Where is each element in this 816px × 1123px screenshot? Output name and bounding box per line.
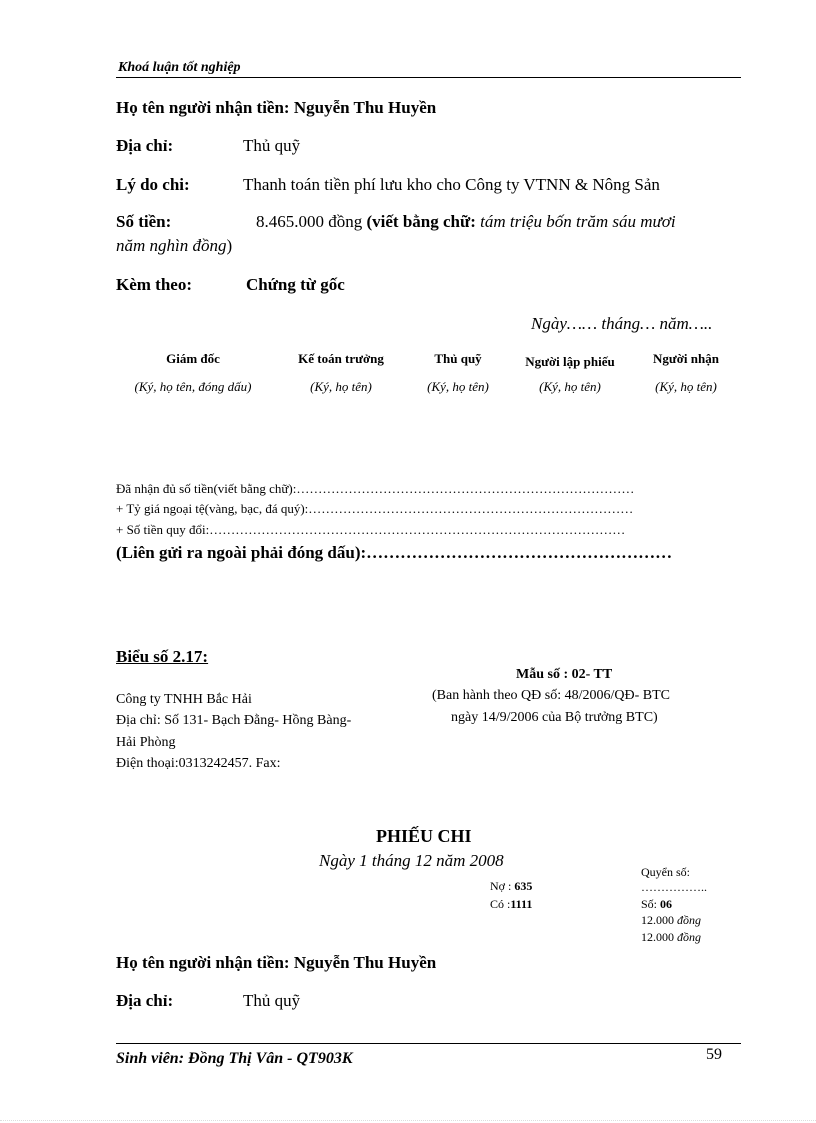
page-number: 59 [706,1046,722,1063]
debit-label: Nợ : [490,879,512,893]
company-address-line1: Địa chỉ: Số 131- Bạch Đằng- Hồng Bàng- [116,713,352,728]
credit-label: Có : [490,897,511,911]
amount-words-line2: năm nghìn đồng [116,236,227,255]
amount-b-row [641,930,701,945]
form-code: Mẫu số : 02- TT [516,667,613,682]
exchange-rate-line: + Tỷ giá ngoại tệ(vàng, bạc, đá quý):………………………………………………………………… [116,501,634,516]
signature-receiver [640,351,732,395]
amount-words-label: (viết bằng chữ: [366,212,476,231]
amount-row [256,212,676,232]
form-heading: Biểu số 2.17: [116,647,209,666]
amount-words-close: ) [226,236,233,255]
decree-line1: (Ban hành theo QĐ số: 48/2006/QĐ- BTC [432,688,670,703]
address-value: Thủ quỹ [243,136,301,155]
credit-row [490,897,532,912]
signature-subtitle: (Ký, họ tên, đóng dấu) [134,379,252,394]
signature-title: Giám đốc [166,351,220,366]
signature-subtitle: (Ký, họ tên) [539,379,601,394]
signature-title: Người lập phiếu [525,354,615,369]
credit-value: 1111 [510,897,533,911]
received-line: Đã nhận đủ số tiền(viết bằng chữ):…………………………………………………………………… [116,481,635,496]
recipient-row [116,98,436,118]
recipient-label: Họ tên người nhận tiền: [116,98,290,117]
book-dots: …………….. [641,880,707,894]
amount-b-unit: đồng [677,930,701,944]
amount-a-unit: đồng [677,913,701,927]
company-name: Công ty TNHH Bắc Hải [116,692,252,707]
recipient-name: Nguyễn Thu Huyền [293,98,437,117]
amount-words-line1: tám triệu bốn trăm sáu mươi [480,212,676,231]
reason-value: Thanh toán tiền phí lưu kho cho Công ty VTNN & Nông Sản [243,175,660,194]
signature-preparer [525,351,615,397]
signature-title: Kế toán trưởng [298,351,384,366]
book-label: Quyển số: [641,865,690,879]
attach-label: Kèm theo: [116,275,193,294]
amount-a: 12.000 [641,913,674,927]
amount-words-cont [116,236,232,256]
signature-director [116,351,270,395]
amount-b: 12.000 [641,930,674,944]
voucher-title: PHIẾU CHI [376,826,472,846]
stamp-line: (Liên gửi ra ngoài phải đóng dấu):……………………………………………… [116,543,673,562]
number-row [641,897,672,912]
signature-chief-accountant [280,351,402,395]
voucher-date: Ngày 1 tháng 12 năm 2008 [319,851,504,870]
form-recipient-name: Nguyễn Thu Huyền [293,953,437,972]
signature-subtitle: (Ký, họ tên) [310,379,372,394]
footer-student: Sinh viên: Đồng Thị Vân - QT903K [116,1050,353,1067]
footer-rule [116,1043,741,1044]
amount-value: 8.465.000 đồng [256,212,363,231]
page-bottom-divider [0,1120,816,1121]
signature-title: Thủ quỹ [434,351,482,366]
amount-a-row [641,913,701,928]
form-address-value: Thủ quỹ [243,991,301,1010]
amount-label: Số tiền: [116,212,172,231]
signature-subtitle: (Ký, họ tên) [655,379,717,394]
reason-label: Lý do chi: [116,175,190,194]
debit-row [490,879,532,894]
header-rule [116,77,741,78]
attach-value: Chứng từ gốc [246,275,345,294]
number-value: 06 [660,897,673,911]
document-header-title: Khoá luận tốt nghiệp [118,60,241,75]
decree-line2: ngày 14/9/2006 của Bộ trưởng BTC) [451,710,658,725]
address-label: Địa chỉ: [116,136,174,155]
signature-title: Người nhận [653,351,719,366]
company-phone: Điện thoại:0313242457. Fax: [116,756,281,771]
debit-value: 635 [514,879,533,893]
form-recipient-row [116,953,436,973]
converted-amount-line: + Số tiền quy đổi:…………………………………………………………………………………… [116,522,626,537]
signature-cashier [410,351,506,395]
signature-subtitle: (Ký, họ tên) [427,379,489,394]
number-label: Số: [641,897,658,911]
company-address-line2: Hải Phòng [116,735,176,750]
form-recipient-label: Họ tên người nhận tiền: [116,953,290,972]
form-address-label: Địa chỉ: [116,991,174,1010]
date-line: Ngày…… tháng… năm….. [531,314,713,333]
